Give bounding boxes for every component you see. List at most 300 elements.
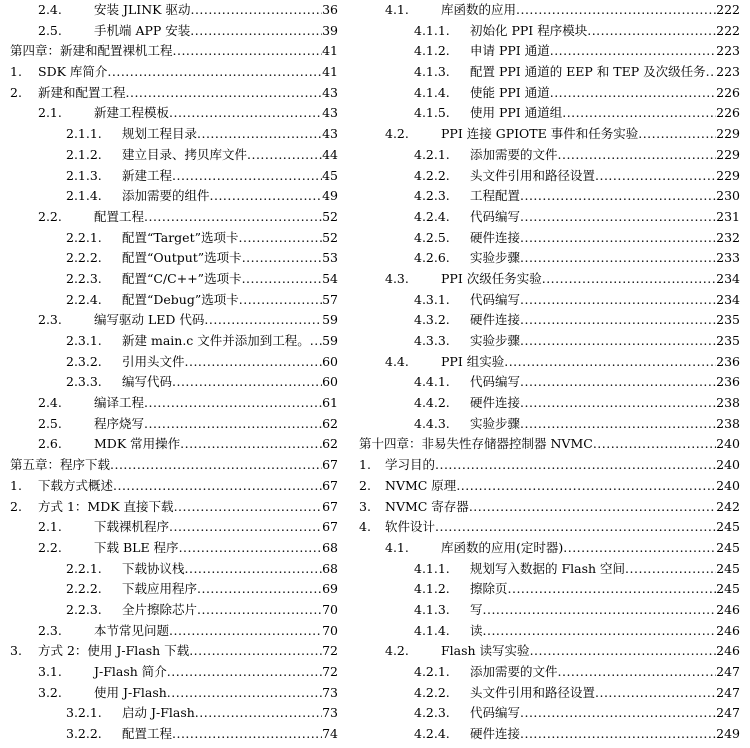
toc-entry-number: 3. [359, 498, 371, 514]
toc-entry-number: 4.1.1. [414, 560, 450, 576]
toc-entry[interactable] [10, 662, 338, 683]
toc-entry-title: 编译工程 [94, 395, 145, 411]
toc-entry-number: 4.1.2. [414, 581, 450, 597]
toc-entry-title: 程序烧写 [94, 415, 145, 431]
toc-entry-page: 43 [322, 126, 338, 142]
toc-entry-page: 245 [716, 581, 740, 597]
toc-entry-title: 全片擦除芯片 [122, 601, 198, 617]
toc-entry[interactable] [10, 41, 338, 62]
toc-column-left [10, 0, 338, 745]
toc-entry[interactable] [10, 517, 338, 538]
toc-entry[interactable] [10, 393, 338, 414]
toc-entry-title: 下载 BLE 程序 [94, 539, 179, 555]
dot-leader [172, 372, 322, 393]
dot-leader [185, 559, 323, 580]
toc-entry[interactable] [10, 62, 338, 83]
dot-leader [520, 331, 716, 352]
toc-entry[interactable] [10, 310, 338, 331]
dot-leader [483, 621, 717, 642]
toc-entry-number: 4.2.3. [414, 188, 450, 204]
toc-entry-page: 70 [322, 601, 338, 617]
toc-entry-number: 4.1.5. [414, 105, 450, 121]
toc-entry[interactable] [359, 166, 740, 187]
toc-entry-title: 新建和配置工程 [38, 84, 126, 100]
dot-leader [520, 703, 716, 724]
toc-entry[interactable] [10, 683, 338, 704]
dot-leader [190, 21, 322, 42]
dot-leader [242, 248, 322, 269]
toc-entry[interactable] [10, 724, 338, 745]
toc-entry-number: 4.1.4. [414, 622, 450, 638]
dot-leader [483, 600, 717, 621]
toc-entry-title: 方式 1：MDK 直接下载 [38, 498, 174, 514]
toc-entry-page: 72 [322, 643, 338, 659]
toc-entry-page: 246 [716, 622, 740, 638]
toc-entry-number: 4.2.4. [414, 208, 450, 224]
toc-entry[interactable] [10, 166, 338, 187]
toc-entry-title: 方式 2：使用 J-Flash 下载 [38, 643, 190, 659]
toc-entry[interactable] [359, 0, 740, 21]
toc-entry-number: 2.1. [38, 519, 62, 535]
toc-entry-number: 2.1.1. [66, 126, 102, 142]
dot-leader [179, 538, 323, 559]
toc-entry-title: 配置“Output”选项卡 [122, 250, 242, 266]
toc-entry-number: 4.2.2. [414, 684, 450, 700]
toc-entry[interactable] [10, 455, 338, 476]
toc-entry-title: 规划工程目录 [122, 126, 198, 142]
toc-entry-page: 245 [716, 560, 740, 576]
toc-entry-page: 67 [322, 457, 338, 473]
toc-entry[interactable] [10, 83, 338, 104]
toc-entry-page: 240 [716, 477, 740, 493]
toc-entry[interactable] [10, 290, 338, 311]
toc-entry-title: 使用 J-Flash [94, 684, 167, 700]
toc-entry-page: 43 [322, 105, 338, 121]
dot-leader [110, 455, 322, 476]
toc-entry-number: 4.2.6. [414, 250, 450, 266]
toc-entry-title: 第五章：程序下载 [10, 457, 111, 473]
toc-entry-number: 2.2. [38, 539, 62, 555]
toc-entry-page: 245 [716, 539, 740, 555]
toc-entry-page: 72 [322, 664, 338, 679]
toc-entry-page: 62 [322, 415, 338, 431]
toc-entry-number: 2.1.3. [66, 167, 102, 183]
dot-leader [520, 207, 716, 228]
toc-entry-page: 67 [322, 519, 338, 535]
toc-entry-page: 222 [716, 22, 740, 38]
dot-leader [587, 21, 716, 42]
toc-entry[interactable] [10, 372, 338, 393]
toc-entry[interactable] [359, 83, 740, 104]
toc-entry-title: 硬件连接 [470, 395, 521, 411]
toc-entry-number: 4.4.3. [414, 415, 450, 431]
dot-leader [520, 310, 716, 331]
dot-leader [210, 186, 323, 207]
dot-leader [197, 600, 322, 621]
dot-leader [520, 186, 716, 207]
toc-entry[interactable] [10, 641, 338, 662]
dot-leader [197, 579, 322, 600]
toc-entry-number: 2. [10, 84, 22, 100]
toc-entry-title: J-Flash 简介 [94, 664, 167, 679]
toc-entry[interactable] [359, 434, 740, 455]
toc-entry[interactable] [359, 393, 740, 414]
dot-leader [247, 145, 322, 166]
dot-leader [144, 393, 322, 414]
dot-leader [242, 269, 323, 290]
dot-leader [562, 103, 716, 124]
toc-entry-number: 2.3. [38, 312, 62, 328]
toc-entry-number: 1. [359, 457, 371, 473]
toc-entry-title: 学习目的 [385, 457, 436, 473]
toc-entry-number: 4.3.1. [414, 291, 450, 307]
toc-entry[interactable] [359, 41, 740, 62]
toc-entry-page: 69 [322, 581, 338, 597]
toc-entry-title: 下载方式概述 [38, 477, 114, 493]
toc-entry[interactable] [10, 124, 338, 145]
toc-entry-number: 4.4. [385, 353, 409, 369]
dot-leader [595, 166, 716, 187]
dot-leader [558, 662, 717, 683]
toc-entry-page: 247 [716, 705, 740, 721]
toc-entry[interactable] [359, 724, 740, 745]
toc-entry[interactable] [10, 331, 338, 352]
toc-entry-page: 36 [322, 2, 338, 17]
toc-entry-number: 2.2.3. [66, 601, 102, 617]
toc-entry-page: 60 [322, 374, 338, 390]
toc-entry[interactable] [10, 559, 338, 580]
toc-entry-title: 配置“Target”选项卡 [122, 229, 239, 245]
toc-entry-number: 3.2. [38, 684, 62, 700]
toc-entry-title: SDK 库简介 [38, 64, 108, 80]
toc-entry-page: 52 [322, 229, 338, 245]
toc-entry-page: 246 [716, 643, 740, 659]
toc-entry-page: 247 [716, 664, 740, 679]
toc-entry-number: 4.1.2. [414, 43, 450, 59]
toc-entry-page: 223 [716, 64, 740, 80]
toc-entry-title: 配置工程 [122, 726, 173, 742]
toc-entry-page: 247 [716, 684, 740, 700]
dot-leader [520, 248, 716, 269]
dot-leader [310, 331, 322, 352]
toc-entry[interactable] [359, 21, 740, 42]
toc-entry-title: 第十四章：非易失性存储器控制器 NVMC [359, 436, 593, 452]
toc-entry[interactable] [359, 600, 740, 621]
toc-entry[interactable] [10, 248, 338, 269]
toc-entry-number: 4.1.4. [414, 84, 450, 100]
toc-entry[interactable] [359, 310, 740, 331]
toc-entry[interactable] [359, 476, 740, 497]
toc-entry-number: 4.2.3. [414, 705, 450, 721]
toc-entry-title: 添加需要的文件 [470, 664, 558, 679]
toc-entry-page: 226 [716, 84, 740, 100]
toc-entry-page: 240 [716, 436, 740, 452]
toc-entry-number: 1. [10, 477, 22, 493]
toc-entry-title: 规划写入数据的 Flash 空间 [470, 560, 626, 576]
toc-entry-title: 头文件引用和路径设置 [470, 684, 596, 700]
toc-entry[interactable] [359, 414, 740, 435]
toc-entry[interactable] [359, 186, 740, 207]
toc-entry-title: 代码编写 [470, 208, 521, 224]
toc-entry[interactable] [10, 186, 338, 207]
toc-entry-page: 54 [322, 270, 338, 286]
toc-entry[interactable] [359, 641, 740, 662]
toc-entry-title: 添加需要的组件 [122, 188, 210, 204]
toc-entry-page: 246 [716, 601, 740, 617]
toc-entry-number: 4. [359, 519, 371, 535]
toc-entry-page: 73 [322, 705, 338, 721]
dot-leader [144, 414, 322, 435]
toc-entry-number: 2.1.4. [66, 188, 102, 204]
toc-entry-title: 添加需要的文件 [470, 146, 558, 162]
toc-entry-title: 实验步骤 [470, 250, 521, 266]
dot-leader [172, 166, 322, 187]
toc-entry-page: 62 [322, 436, 338, 452]
toc-entry-number: 4.3. [385, 270, 409, 286]
toc-entry-page: 59 [322, 333, 338, 348]
toc-entry[interactable] [10, 228, 338, 249]
dot-leader [456, 476, 716, 497]
toc-entry-title: 编写代码 [122, 374, 173, 390]
toc-entry[interactable] [359, 269, 740, 290]
toc-entry-number: 2.6. [38, 436, 62, 452]
dot-leader [180, 434, 322, 455]
toc-entry-number: 4.2. [385, 643, 409, 659]
dot-leader [563, 538, 716, 559]
dot-leader [197, 124, 322, 145]
dot-leader [167, 683, 322, 704]
dot-leader [550, 83, 716, 104]
toc-entry-number: 2.2.2. [66, 581, 102, 597]
toc-entry-title: 硬件连接 [470, 229, 521, 245]
toc-entry-number: 3.2.2. [66, 726, 102, 742]
toc-entry-page: 231 [716, 208, 740, 224]
toc-entry-number: 2.1. [38, 105, 62, 121]
toc-entry-title: 工程配置 [470, 188, 521, 204]
toc-entry[interactable] [10, 703, 338, 724]
toc-entry[interactable] [359, 248, 740, 269]
toc-entry[interactable] [10, 579, 338, 600]
toc-entry-page: 245 [716, 519, 740, 535]
toc-entry-number: 2.2.3. [66, 270, 102, 286]
toc-entry-number: 4.1.3. [414, 64, 450, 80]
toc-entry-page: 70 [322, 622, 338, 638]
toc-entry[interactable] [359, 683, 740, 704]
dot-leader [520, 724, 716, 745]
toc-entry[interactable] [359, 124, 740, 145]
toc-entry-page: 234 [716, 291, 740, 307]
dot-leader [520, 228, 716, 249]
dot-leader [625, 559, 716, 580]
toc-entry-page: 49 [322, 188, 338, 204]
toc-entry-title: Flash 读写实验 [441, 643, 530, 659]
dot-leader [593, 434, 716, 455]
toc-entry-page: 240 [716, 457, 740, 473]
toc-entry-page: 53 [322, 250, 338, 266]
toc-entry[interactable] [359, 497, 740, 518]
toc-entry-title: PPI 次级任务实验 [441, 270, 542, 286]
toc-entry-title: 库函数的应用(定时器) [441, 539, 564, 555]
toc-entry[interactable] [359, 703, 740, 724]
dot-leader [113, 476, 322, 497]
toc-entry[interactable] [359, 559, 740, 580]
dot-leader [169, 517, 322, 538]
toc-entry[interactable] [10, 434, 338, 455]
toc-entry-number: 1. [10, 64, 22, 80]
toc-entry-page: 232 [716, 229, 740, 245]
toc-entry-title: 引用头文件 [122, 353, 185, 369]
dot-leader [550, 41, 716, 62]
toc-entry[interactable] [10, 497, 338, 518]
toc-entry-number: 2.2.1. [66, 229, 102, 245]
dot-leader [189, 641, 322, 662]
toc-entry-number: 2.4. [38, 2, 62, 17]
dot-leader [174, 497, 323, 518]
toc-entry-title: 新建工程 [122, 167, 173, 183]
toc-entry-title: 库函数的应用 [441, 2, 517, 17]
toc-entry-title: 代码编写 [470, 705, 521, 721]
toc-entry-title: 编写驱动 LED 代码 [94, 312, 205, 328]
toc-entry[interactable] [359, 228, 740, 249]
toc-entry-title: 初始化 PPI 程序模块 [470, 22, 588, 38]
toc-entry[interactable] [10, 21, 338, 42]
toc-entry-number: 4.2.1. [414, 664, 450, 679]
dot-leader [144, 207, 322, 228]
toc-entry-page: 235 [716, 333, 740, 348]
toc-entry[interactable] [10, 0, 338, 21]
toc-entry-number: 4.4.1. [414, 374, 450, 390]
toc-entry-title: 本节常见问题 [94, 622, 170, 638]
dot-leader [435, 455, 716, 476]
dot-leader [520, 414, 716, 435]
toc-entry-title: 使能 PPI 通道 [470, 84, 550, 100]
toc-entry[interactable] [10, 600, 338, 621]
toc-entry[interactable] [359, 62, 740, 83]
toc-entry-title: 读 [470, 622, 483, 638]
toc-entry-number: 3.2.1. [66, 705, 102, 721]
toc-entry-page: 249 [716, 726, 740, 742]
toc-entry[interactable] [359, 621, 740, 642]
toc-entry-number: 4.1.1. [414, 22, 450, 38]
toc-entry[interactable] [10, 207, 338, 228]
toc-entry[interactable] [359, 103, 740, 124]
toc-entry-page: 68 [322, 539, 338, 555]
toc-entry-number: 2.2. [38, 208, 62, 224]
toc-entry-title: 建立目录、拷贝库文件 [122, 146, 248, 162]
dot-leader [530, 641, 717, 662]
toc-entry[interactable] [10, 414, 338, 435]
dot-leader [558, 145, 717, 166]
dot-leader [173, 41, 323, 62]
toc-entry-number: 2.1.2. [66, 146, 102, 162]
toc-entry-page: 238 [716, 415, 740, 431]
toc-column-right [359, 0, 740, 745]
toc-entry-title: 新建工程模板 [94, 105, 170, 121]
toc-entry-number: 3. [10, 643, 22, 659]
toc-entry-title: 擦除页 [470, 581, 508, 597]
toc-entry-title: 配置 PPI 通道的 EEP 和 TEP 及次级任务 [470, 64, 706, 80]
dot-leader [172, 724, 322, 745]
toc-entry[interactable] [359, 455, 740, 476]
toc-entry[interactable] [359, 331, 740, 352]
toc-entry-title: MDK 常用操作 [94, 436, 181, 452]
toc-entry-title: 软件设计 [385, 519, 436, 535]
toc-entry[interactable] [359, 290, 740, 311]
toc-entry[interactable] [359, 538, 740, 559]
toc-entry[interactable] [359, 207, 740, 228]
toc-entry-page: 229 [716, 146, 740, 162]
toc-entry[interactable] [359, 579, 740, 600]
toc-entry[interactable] [359, 352, 740, 373]
toc-entry-number: 2.2.2. [66, 250, 102, 266]
toc-entry-page: 235 [716, 312, 740, 328]
dot-leader [169, 621, 322, 642]
dot-leader [520, 372, 716, 393]
toc-entry[interactable] [10, 352, 338, 373]
toc-entry[interactable] [359, 145, 740, 166]
toc-entry-title: 代码编写 [470, 374, 521, 390]
toc-entry[interactable] [10, 621, 338, 642]
toc-entry[interactable] [359, 662, 740, 683]
toc-entry-page: 236 [716, 353, 740, 369]
toc-entry-number: 2.3.3. [66, 374, 102, 390]
toc-entry-number: 4.1.3. [414, 601, 450, 617]
dot-leader [107, 62, 322, 83]
toc-entry-number: 2.5. [38, 22, 62, 38]
toc-entry-number: 3.1. [38, 664, 62, 679]
toc-entry-page: 229 [716, 126, 740, 142]
dot-leader [435, 517, 716, 538]
toc-entry-number: 4.4.2. [414, 395, 450, 411]
toc-entry-title: PPI 连接 GPIOTE 事件和任务实验 [441, 126, 639, 142]
toc-entry-number: 2.2.1. [66, 560, 102, 576]
toc-entry[interactable] [10, 538, 338, 559]
toc-entry-page: 74 [322, 726, 338, 742]
dot-leader [595, 683, 716, 704]
toc-entry-page: 61 [322, 395, 338, 411]
toc-entry-title: 硬件连接 [470, 726, 521, 742]
toc-entry-page: 44 [322, 146, 338, 162]
dot-leader [195, 703, 322, 724]
toc-entry-page: 59 [322, 312, 338, 328]
dot-leader [169, 103, 322, 124]
dot-leader [508, 579, 717, 600]
toc-entry[interactable] [359, 372, 740, 393]
toc-entry-title: 配置“Debug”选项卡 [122, 291, 239, 307]
toc-entry[interactable] [10, 269, 338, 290]
toc-entry-page: 242 [716, 498, 740, 514]
toc-entry-title: 手机端 APP 安装 [94, 22, 191, 38]
toc-entry-page: 233 [716, 250, 740, 266]
dot-leader [638, 124, 716, 145]
toc-entry[interactable] [10, 145, 338, 166]
toc-entry-title: 申请 PPI 通道 [470, 43, 550, 59]
toc-entry[interactable] [10, 103, 338, 124]
toc-entry-page: 73 [322, 684, 338, 700]
toc-entry-title: 代码编写 [470, 291, 521, 307]
toc-entry-page: 226 [716, 105, 740, 121]
toc-entry-title: NVMC 原理 [385, 477, 457, 493]
toc-entry[interactable] [359, 517, 740, 538]
toc-entry-title: 第四章：新建和配置裸机工程 [10, 43, 173, 59]
toc-entry-number: 2. [10, 498, 22, 514]
toc-entry-title: 配置“C/C++”选项卡 [122, 270, 242, 286]
toc-entry-page: 229 [716, 167, 740, 183]
toc-entry[interactable] [10, 476, 338, 497]
toc-entry-number: 4.2.2. [414, 167, 450, 183]
toc-entry-number: 4.2.1. [414, 146, 450, 162]
toc-entry-number: 4.3.2. [414, 312, 450, 328]
